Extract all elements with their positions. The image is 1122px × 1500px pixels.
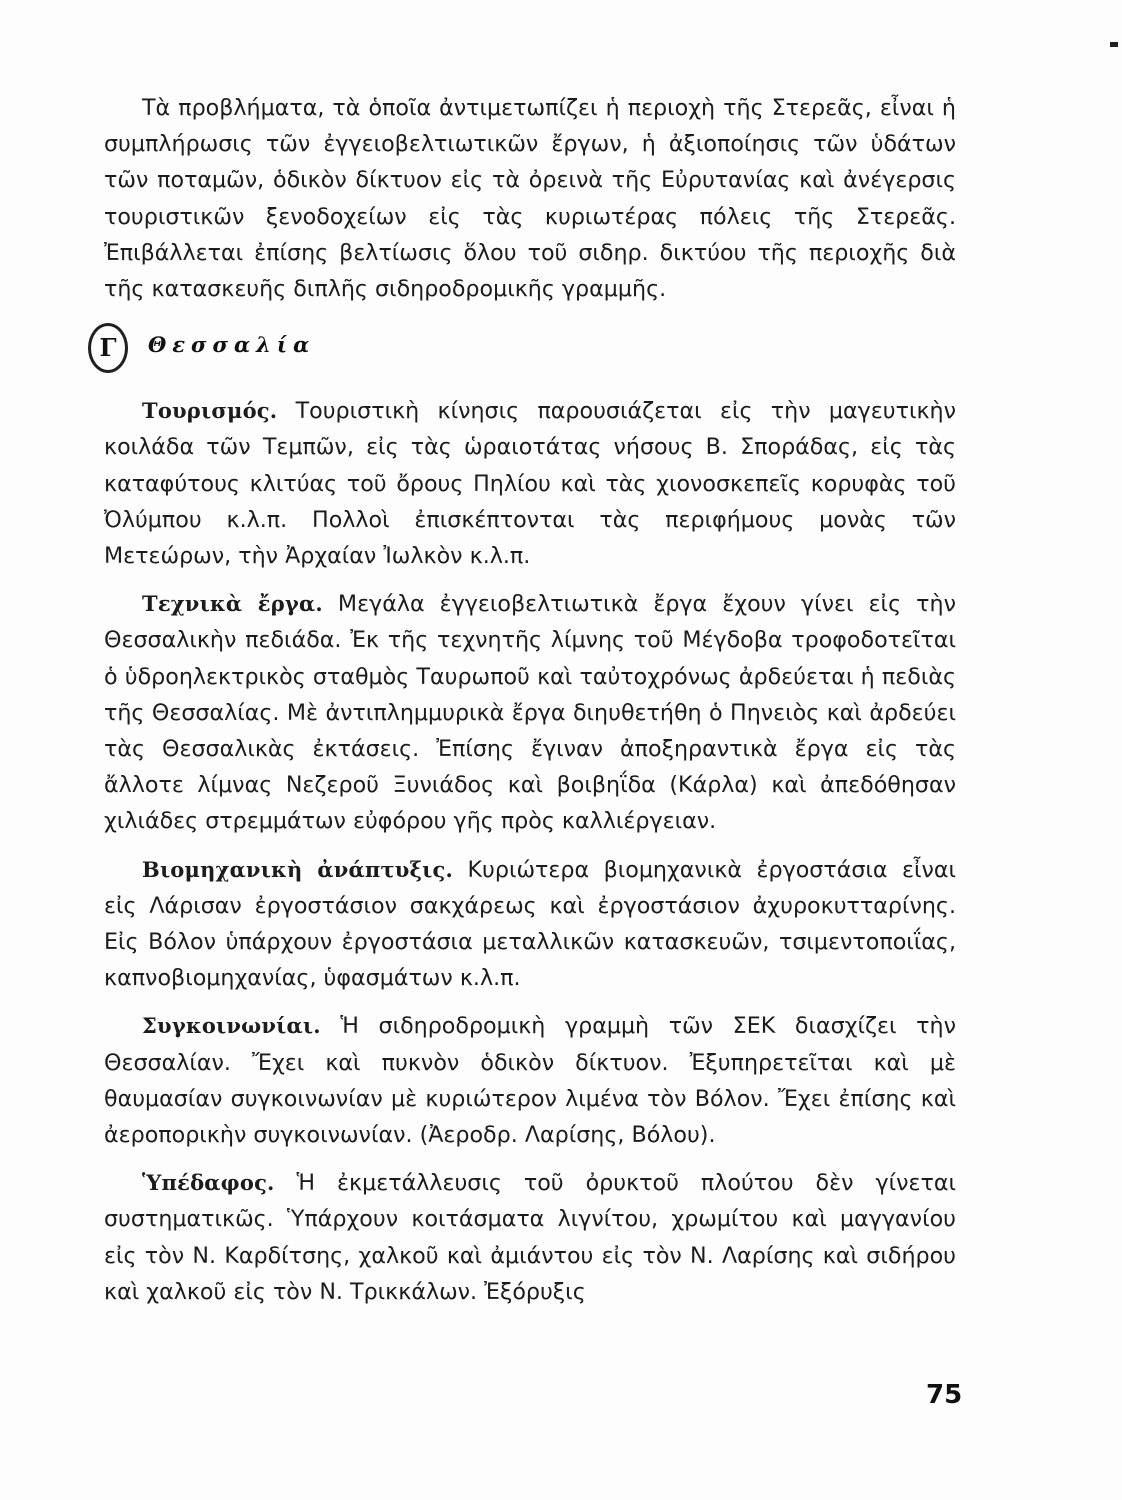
section-letter: Γ bbox=[88, 323, 128, 373]
works-paragraph bbox=[104, 586, 956, 839]
edge-mark bbox=[1110, 42, 1118, 47]
subsoil-heading: Ὑπέδαφος. bbox=[142, 1170, 275, 1196]
transport-paragraph bbox=[104, 1008, 956, 1153]
industry-heading: Βιομηχανικὴ ἀνάπτυξις. bbox=[142, 856, 454, 882]
tourism-paragraph bbox=[104, 393, 956, 574]
subsoil-paragraph bbox=[104, 1165, 956, 1310]
transport-heading: Συγκοινωνίαι. bbox=[142, 1013, 321, 1039]
tourism-heading: Τουρισμός. bbox=[142, 398, 278, 424]
industry-text: Κυριώτερα βιομηχανικὰ ἐργοστάσια εἶναι εἰς Λάρισαν ἐργοστάσιον σακχάρεως καὶ ἐργοστάσιον ἀχυροκυτταρίνης. Εἰς Βόλον ὑπάρχουν ἐργοστάσια μεταλλικῶν κατασκευῶν, τσιμεντοποιΐας, καπνοβιομηχανίας, ὑφασμάτων κ.λ.π. bbox=[104, 856, 956, 992]
works-text: Μεγάλα ἐγγειοβελτιωτικὰ ἔργα ἔχουν γίνει εἰς τὴν Θεσσαλικὴν πεδιάδα. Ἐκ τῆς τεχνητῆς λίμνης τοῦ Μέγδοβα τροφοδοτεῖται ὁ ὑδροηλεκτρικὸς σταθμὸς Ταυρωποῦ καὶ ταὐτοχρόνως ἀρδεύεται ἡ πεδιὰς τῆς Θεσσαλίας. Μὲ ἀντιπλημμυρικὰ ἔργα διηυθετήθη ὁ Πηνειὸς καὶ ἀρδεύει τὰς Θεσσαλικὰς ἐκτάσεις. Ἐπίσης ἔγιναν ἀποξηραντικὰ ἔργα εἰς τὰς ἄλλοτε λίμνας Νεζεροῦ Ξυνιάδος καὶ βοιβηΐδα (Κάρλα) καὶ ἀπεδόθησαν χιλιάδες στρεμμάτων εὐφόρου γῆς πρὸς καλλιέργειαν. bbox=[104, 591, 956, 835]
section-title: Θεσσαλία bbox=[148, 332, 316, 358]
industry-paragraph bbox=[104, 852, 956, 997]
works-heading: Τεχνικὰ ἔργα. bbox=[142, 591, 323, 617]
text-block bbox=[99, 90, 956, 1310]
intro-paragraph bbox=[104, 90, 956, 307]
subsoil-text: Ἡ ἐκμετάλλευσις τοῦ ὀρυκτοῦ πλούτου δὲν γίνεται συστηματικῶς. Ὑπάρχουν κοιτάσματα λιγνίτου, χρωμίτου καὶ μαγγανίου εἰς τὸν Ν. Καρδίτσης, χαλκοῦ καὶ ἀμιάντου εἰς τὸν Ν. Λαρίσης καὶ σιδήρου καὶ χαλκοῦ εἰς τὸν Ν. Τρικκάλων. Ἐξόρυξις bbox=[104, 1170, 956, 1305]
intro-text: Τὰ προβλήματα, τὰ ὁποῖα ἀντιμετωπίζει ἡ περιοχὴ τῆς Στερεᾶς, εἶναι ἡ συμπλήρωσις τῶν ἐγγειοβελτιωτικῶν ἔργων, ἡ ἀξιοποίησις τῶν ὑδάτων τῶν ποταμῶν, ὁδικὸν δίκτυον εἰς τὰ ὀρεινὰ τῆς Εὐρυτανίας καὶ ἀνέγερσις τουριστικῶν ξενοδοχείων εἰς τὰς κυριωτέρας πόλεις τῆς Στερεᾶς. Ἐπιβάλλεται ἐπίσης βελτίωσις ὅλου τοῦ σιδηρ. δικτύου τῆς περιοχῆς διὰ τῆς κατασκευῆς διπλῆς σιδηροδρομικῆς γραμμῆς. bbox=[104, 95, 956, 303]
transport-text: Ἡ σιδηροδρομικὴ γραμμὴ τῶν ΣΕΚ διασχίζει τὴν Θεσσαλίαν. Ἔχει καὶ πυκνὸν ὁδικὸν δίκτυον. Ἐξυπηρετεῖται καὶ μὲ θαυμασίαν συγκοινωνίαν μὲ κυριώτερον λιμένα τὸν Βόλον. Ἔχει ἐπίσης καὶ ἀεροπορικὴν συγκοινωνίαν. (Ἀεροδρ. Λαρίσης, Βόλου). bbox=[104, 1013, 956, 1149]
page-number: 75 bbox=[926, 1380, 963, 1410]
section-header bbox=[99, 319, 956, 375]
tourism-text: Τουριστικὴ κίνησις παρουσιάζεται εἰς τὴν μαγευτικὴν κοιλάδα τῶν Τεμπῶν, εἰς τὰς ὡραιοτάτας νήσους Β. Σποράδας, εἰς τὰς καταφύτους κλιτύας τοῦ ὄρους Πηλίου καὶ τὰς χιονοσκεπεῖς κορυφὰς τοῦ Ὀλύμπου κ.λ.π. Πολλοὶ ἐπισκέπτονται τὰς περιφήμους μονὰς τῶν Μετεώρων, τὴν Ἀρχαίαν Ἰωλκὸν κ.λ.π. bbox=[104, 398, 956, 570]
